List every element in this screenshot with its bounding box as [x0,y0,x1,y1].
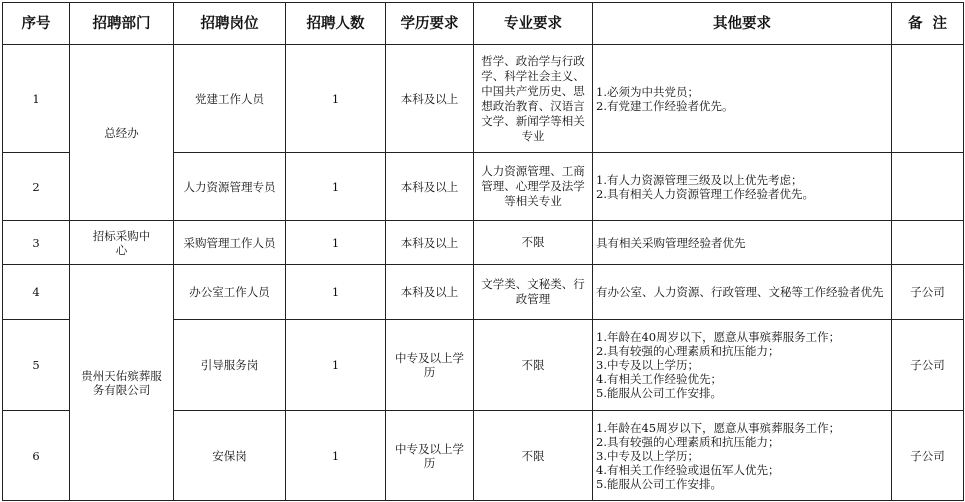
cell-major: 哲学、政治学与行政学、科学社会主义、中国共产党历史、思想政治教育、汉语言文学、新闻学等相关专业 [474,45,593,153]
cell-major: 不限 [474,221,593,265]
cell-seq: 3 [3,221,70,265]
cell-education: 本科及以上 [386,45,474,153]
recruitment-table-container [2,2,964,501]
cell-note [892,153,964,221]
cell-note: 子公司 [892,320,964,411]
requirement-line: 4.有相关工作经验优先； [596,372,722,386]
cell-seq: 5 [3,320,70,411]
requirement-line: 2.具有较强的心理素质和抗压能力； [596,434,780,449]
requirement-line: 1.必须为中共党员； [596,84,699,99]
requirement-line: 1.有人力资源管理三级及以上优先考虑； [596,172,803,187]
cell-note [892,221,964,265]
header-seq: 序号 [3,3,70,45]
header-position: 招聘岗位 [174,3,286,45]
cell-seq: 6 [3,411,70,501]
cell-count: 1 [286,45,386,153]
cell-position: 人力资源管理专员 [174,153,286,221]
cell-position: 引导服务岗 [174,320,286,411]
header-row [3,3,964,45]
requirement-line: 1.年龄在45周岁以下，愿意从事殡葬服务工作； [596,420,841,435]
cell-other [593,221,892,265]
cell-other [593,320,892,411]
cell-education: 本科及以上 [386,265,474,320]
cell-education: 中专及以上学历 [386,320,474,411]
cell-major: 人力资源管理、工商管理、心理学及法学等相关专业 [474,153,593,221]
cell-seq: 1 [3,45,70,153]
cell-seq: 2 [3,153,70,221]
header-education: 学历要求 [386,3,474,45]
cell-count: 1 [286,221,386,265]
cell-education: 本科及以上 [386,153,474,221]
cell-dept: 招标采购中心 [70,221,174,265]
header-note: 备 注 [892,3,964,45]
cell-education: 中专及以上学历 [386,411,474,501]
cell-other: 有办公室、人力资源、行政管理、文秘等工作经验者优先 [593,265,892,320]
header-other: 其他要求 [593,3,892,45]
cell-position: 办公室工作人员 [174,265,286,320]
requirement-line: 4.有相关工作经验或退伍军人优先； [596,462,780,477]
requirement-line: 5.能服从公司工作安排。 [596,386,722,400]
requirement-line: 3.中专及以上学历； [596,358,699,372]
cell-dept: 总经办 [70,45,174,221]
table-row [3,265,964,320]
cell-other [593,153,892,221]
requirement-line: 1.年龄在40周岁以下，愿意从事殡葬服务工作； [596,330,841,344]
recruitment-table [2,2,964,501]
cell-note [892,45,964,153]
cell-note: 子公司 [892,265,964,320]
cell-major: 不限 [474,411,593,501]
cell-seq: 4 [3,265,70,320]
requirement-line: 具有相关采购管理经验者优先 [596,235,746,250]
header-count: 招聘人数 [286,3,386,45]
cell-count: 1 [286,265,386,320]
cell-other [593,45,892,153]
cell-note: 子公司 [892,411,964,501]
cell-major: 不限 [474,320,593,411]
table-row [3,221,964,265]
cell-count: 1 [286,153,386,221]
requirement-line: 5.能服从公司工作安排。 [596,476,722,491]
cell-education: 本科及以上 [386,221,474,265]
cell-position: 党建工作人员 [174,45,286,153]
requirement-line: 3.中专及以上学历； [596,448,699,463]
requirement-line: 2.具有相关人力资源管理工作经验者优先。 [596,186,814,201]
cell-dept: 贵州天佑殡葬服务有限公司 [70,265,174,501]
cell-major: 文学类、文秘类、行政管理 [474,265,593,320]
cell-count: 1 [286,411,386,501]
requirement-line: 2.有党建工作经验者优先。 [596,98,734,113]
cell-count: 1 [286,320,386,411]
cell-position: 安保岗 [174,411,286,501]
requirement-line: 2.具有较强的心理素质和抗压能力； [596,344,780,358]
table-row [3,45,964,153]
header-major: 专业要求 [474,3,593,45]
cell-position: 采购管理工作人员 [174,221,286,265]
cell-other [593,411,892,501]
header-dept: 招聘部门 [70,3,174,45]
